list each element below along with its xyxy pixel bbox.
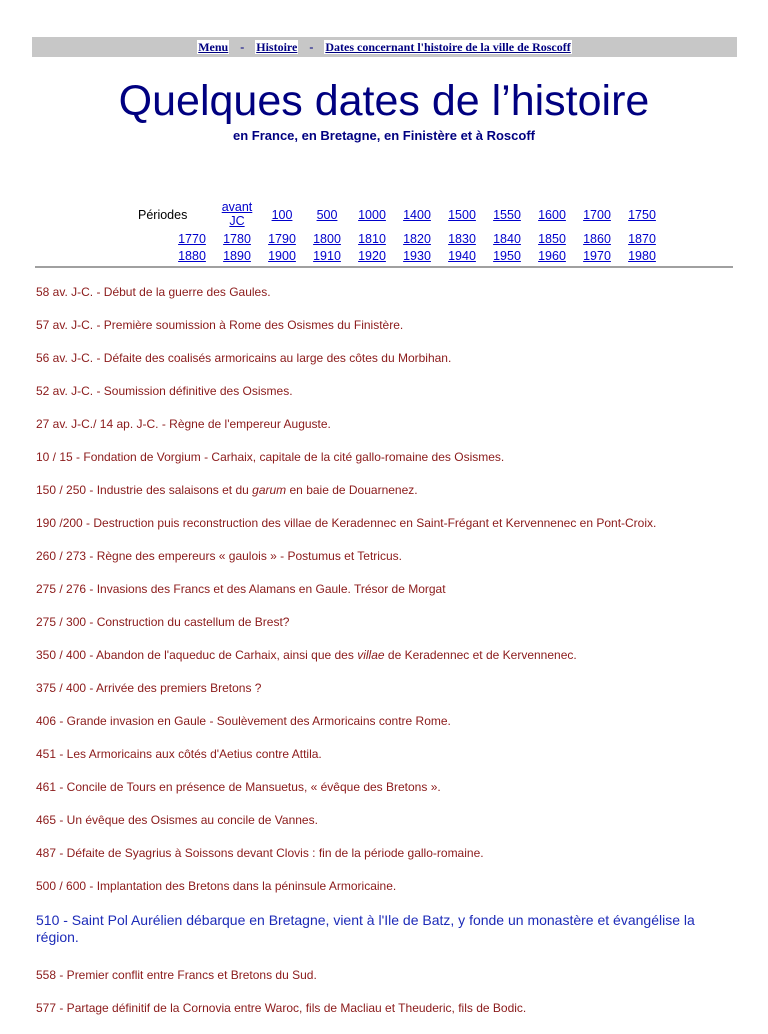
- period-link[interactable]: 1500: [448, 208, 476, 222]
- event-item: [36, 417, 736, 450]
- event-item: [36, 681, 736, 714]
- period-link[interactable]: 1920: [358, 249, 386, 263]
- event-italic-term: villae: [357, 648, 385, 662]
- period-link[interactable]: 100: [271, 208, 293, 222]
- event-item: [36, 516, 736, 549]
- period-link[interactable]: 1900: [268, 249, 296, 263]
- event-item: [36, 450, 736, 483]
- period-link[interactable]: 1960: [538, 249, 566, 263]
- event-item: [36, 384, 736, 417]
- event-text: 465 - Un évêque des Osismes au concile de Vannes.: [36, 813, 318, 827]
- event-text: 275 / 276 - Invasions des Francs et des Alamans en Gaule. Trésor de Morgat: [36, 582, 446, 596]
- event-item: [36, 1001, 736, 1034]
- event-text-tail: de Keradennec et de Kervennenec.: [384, 648, 577, 662]
- event-item: [36, 318, 736, 351]
- event-item: [36, 780, 736, 813]
- event-text-tail: en baie de Douarnenez.: [286, 483, 418, 497]
- period-link[interactable]: 1940: [448, 249, 476, 263]
- event-text: 260 / 273 - Règne des empereurs « gaulois » - Postumus et Tetricus.: [36, 549, 402, 563]
- period-link[interactable]: 1970: [583, 249, 611, 263]
- period-link[interactable]: 1810: [358, 232, 386, 246]
- event-item: [36, 714, 736, 747]
- period-link[interactable]: 1750: [628, 208, 656, 222]
- period-link[interactable]: 1400: [403, 208, 431, 222]
- period-link[interactable]: 1910: [313, 249, 341, 263]
- events-list: [36, 285, 736, 1034]
- divider: [35, 266, 733, 268]
- event-text: 275 / 300 - Construction du castellum de Brest?: [36, 615, 290, 629]
- period-link[interactable]: 1800: [313, 232, 341, 246]
- breadcrumb-separator: -: [240, 40, 245, 54]
- period-link[interactable]: 1000: [358, 208, 386, 222]
- period-link[interactable]: 1790: [268, 232, 296, 246]
- event-text: 487 - Défaite de Syagrius à Soissons devant Clovis : fin de la période gallo-romaine.: [36, 846, 484, 860]
- period-link[interactable]: 1820: [403, 232, 431, 246]
- breadcrumb-menu-link[interactable]: Menu: [198, 40, 229, 54]
- event-text: 451 - Les Armoricains aux côtés d'Aetius contre Attila.: [36, 747, 322, 761]
- period-link[interactable]: 1830: [448, 232, 476, 246]
- event-text: 375 / 400 - Arrivée des premiers Bretons ?: [36, 681, 262, 695]
- event-item: [36, 747, 736, 780]
- event-text: 577 - Partage définitif de la Cornovia entre Waroc, fils de Macliau et Theuderic, fils de Bodic.: [36, 1001, 527, 1015]
- event-text: 52 av. J-C. - Soumission définitive des Osismes.: [36, 384, 293, 398]
- event-text: 558 - Premier conflit entre Francs et Bretons du Sud.: [36, 968, 317, 982]
- page-title: Quelques dates de l’histoire: [118, 77, 650, 125]
- event-item: [36, 912, 736, 968]
- period-link[interactable]: avant JC: [221, 200, 253, 228]
- breadcrumb-dates-link[interactable]: Dates concernant l'histoire de la ville de Roscoff: [325, 40, 571, 54]
- period-link[interactable]: 1840: [493, 232, 521, 246]
- event-text: 58 av. J-C. - Début de la guerre des Gaules.: [36, 285, 271, 299]
- event-text: 10 / 15 - Fondation de Vorgium - Carhaix, capitale de la cité gallo-romaine des Osismes.: [36, 450, 505, 464]
- period-link[interactable]: 500: [316, 208, 338, 222]
- periods-label: Périodes: [138, 208, 188, 222]
- event-text: 57 av. J-C. - Première soumission à Rome des Osismes du Finistère.: [36, 318, 404, 332]
- breadcrumb-histoire-link[interactable]: Histoire: [256, 40, 298, 54]
- event-item: [36, 285, 736, 318]
- event-text: 461 - Concile de Tours en présence de Mansuetus, « évêque des Bretons ».: [36, 780, 441, 794]
- event-item: [36, 351, 736, 384]
- period-link[interactable]: 1870: [628, 232, 656, 246]
- event-item: [36, 968, 736, 1001]
- event-item: [36, 813, 736, 846]
- period-link[interactable]: 1780: [223, 232, 251, 246]
- event-text: 190 /200 - Destruction puis reconstruction des villae de Keradennec en Saint-Frégant et Kervennenec en Pont-Croix.: [36, 516, 657, 530]
- event-text: 406 - Grande invasion en Gaule - Soulèvement des Armoricains contre Rome.: [36, 714, 451, 728]
- period-link[interactable]: 1550: [493, 208, 521, 222]
- event-item: [36, 549, 736, 582]
- event-italic-term: garum: [252, 483, 287, 497]
- period-link[interactable]: 1700: [583, 208, 611, 222]
- event-item: [36, 846, 736, 879]
- event-item: [36, 615, 736, 648]
- period-link[interactable]: 1950: [493, 249, 521, 263]
- period-link[interactable]: 1850: [538, 232, 566, 246]
- period-link[interactable]: 1980: [628, 249, 656, 263]
- event-item: [36, 879, 736, 912]
- period-link[interactable]: 1890: [223, 249, 251, 263]
- breadcrumb: [32, 37, 737, 57]
- breadcrumb-separator: -: [309, 40, 314, 54]
- event-item: [36, 483, 736, 516]
- event-item: [36, 582, 736, 615]
- period-link[interactable]: 1930: [403, 249, 431, 263]
- event-text: 350 / 400 - Abandon de l'aqueduc de Carhaix, ainsi que des: [36, 648, 354, 662]
- period-link[interactable]: 1600: [538, 208, 566, 222]
- period-link[interactable]: 1880: [178, 249, 206, 263]
- event-text: 150 / 250 - Industrie des salaisons et du: [36, 483, 249, 497]
- event-text: 56 av. J-C. - Défaite des coalisés armoricains au large des côtes du Morbihan.: [36, 351, 452, 365]
- event-text: 510 - Saint Pol Aurélien débarque en Bretagne, vient à l'Ile de Batz, y fonde un monastère et évangélise la région.: [36, 912, 695, 945]
- event-item: [36, 648, 736, 681]
- period-link[interactable]: 1860: [583, 232, 611, 246]
- event-text: 27 av. J-C./ 14 ap. J-C. - Règne de l'empereur Auguste.: [36, 417, 331, 431]
- page-subtitle: en France, en Bretagne, en Finistère et à Roscoff: [233, 128, 535, 143]
- event-text: 500 / 600 - Implantation des Bretons dans la péninsule Armoricaine.: [36, 879, 397, 893]
- period-link[interactable]: 1770: [178, 232, 206, 246]
